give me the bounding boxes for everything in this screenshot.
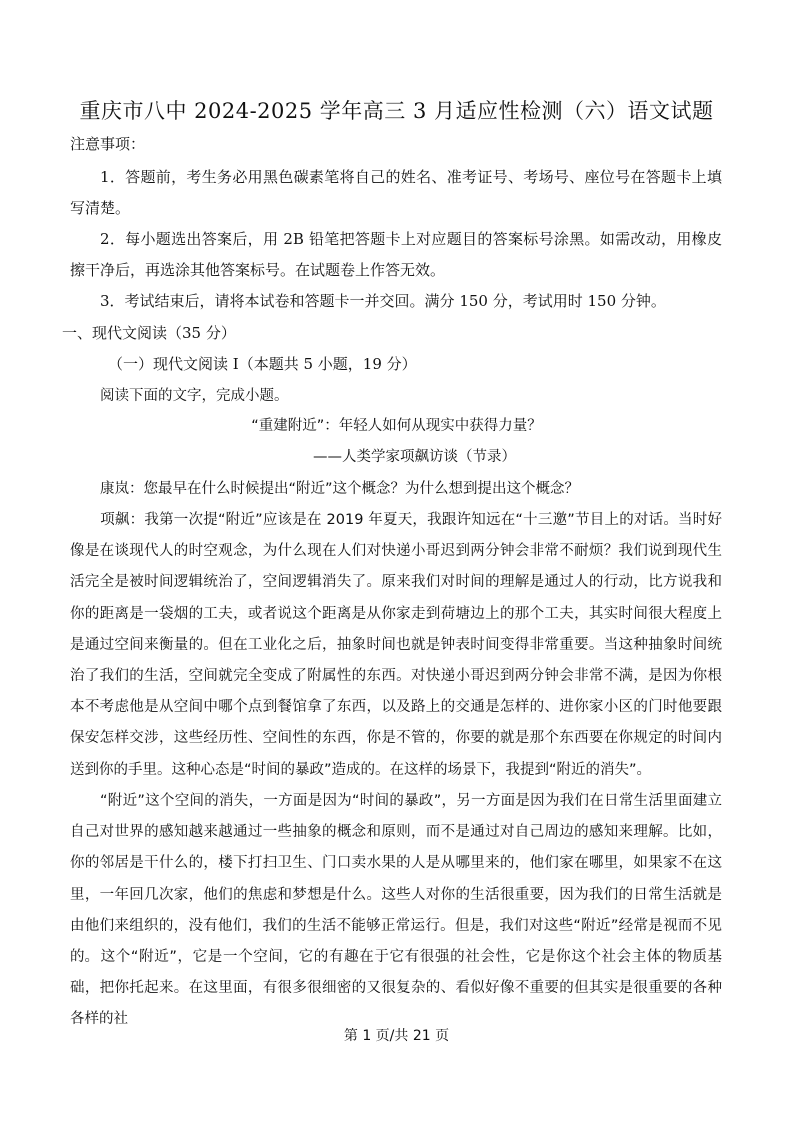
notice-item-1: 1．答题前，考生务必用黑色碳素笔将自己的姓名、准考证号、考场号、座位号在答题卡上填写清楚。 bbox=[70, 168, 722, 217]
section-heading: 一、现代文阅读（35 分） bbox=[62, 324, 236, 342]
interview-question: 康岚：您最早在什么时候提出“附近”这个概念？为什么想到提出这个概念？ bbox=[100, 481, 580, 497]
article-title: “重建附近”：年轻人如何从现实中获得力量？ bbox=[251, 418, 542, 434]
answer-paragraph-3: 这个“附近”，它是一个空间，它的有趣在于它有很强的社会性，它是你这个社会主体的物质基础，把你托起来。在这里面，有很多很细密的又很复杂的、看似好像不重要的但其实是很重要的各种各样的社 bbox=[70, 949, 722, 1028]
article-subtitle: ——人类学家项飙访谈（节录） bbox=[313, 449, 516, 465]
notice-heading: 注意事项： bbox=[70, 135, 146, 153]
notice-item-2: 2．每小题选出答案后，用 2B 铅笔把答题卡上对应题目的答案标号涂黑。如需改动，用橡皮擦干净后，再选涂其他答案标号。在试题卷上作答无效。 bbox=[70, 230, 722, 279]
document-title: 重庆市八中 2024-2025 学年高三 3 月适应性检测（六）语文试题 bbox=[79, 99, 714, 123]
notice-item-3: 3．考试结束后，请将本试卷和答题卡一并交回。满分 150 分，考试用时 150 分钟。 bbox=[100, 292, 666, 310]
page-footer: 第 1 页/共 21 页 bbox=[343, 1028, 450, 1044]
answer-paragraph-1: 项飙：我第一次提“附近”应该是在 2019 年夏天，我跟许知远在“十三邀”节目上的对话。当时好像是在谈现代人的时空观念，为什么现在人们对快递小哥迟到两分钟会非常不耐烦？我们说到现代生活完全是被时间逻辑统治了，空间逻辑消失了。原来我们对时间的理解是通过人的行动，比方说我和你的距离是一袋烟的工夫，或者说这个距离是从你家走到荷塘边上的那个工夫，其实时间很大程度上是通过空间来衡量的。但在工业化之后，抽象时间也就是钟表时间变得非常重要。当这种抽象时间统治了我们的生活，空间就完全变成了附属性的东西。对快递小哥迟到两分钟会非常不满，是因为你根本不考虑他是从空间中哪个点到餐馆拿了东西，以及路上的交通是怎样的、进你家小区的门时他要跟保安怎样交涉，这些经历性、空间性的东西，你是不管的，你要的就是那个东西要在你规定的时间内送到你的手里。这种心态是“时间的暴政”造成的。在这样的场景下，我提到“附近的消失”。 bbox=[70, 512, 722, 778]
subsection-heading: （一）现代文阅读 I（本题共 5 小题，19 分） bbox=[108, 355, 417, 373]
reading-instruction: 阅读下面的文字，完成小题。 bbox=[100, 388, 289, 404]
answer-paragraph-2: “附近”这个空间的消失，一方面是因为“时间的暴政”，另一方面是因为我们在日常生活里面建立自己对世界的感知越来越通过一些抽象的概念和原则，而不是通过对自己周边的感知来理解。比如，你的邻居是干什么的，楼下打扫卫生、门口卖水果的人是从哪里来的，他们家在哪里，如果家不在这里，一年回几次家，他们的焦虑和梦想是什么。这些人对你的生活很重要，因为我们的日常生活就是由他们来组织的，没有他们，我们的生活不能够正常运行。但是，我们对这些“附近”经常是视而不见的。 bbox=[70, 793, 722, 966]
